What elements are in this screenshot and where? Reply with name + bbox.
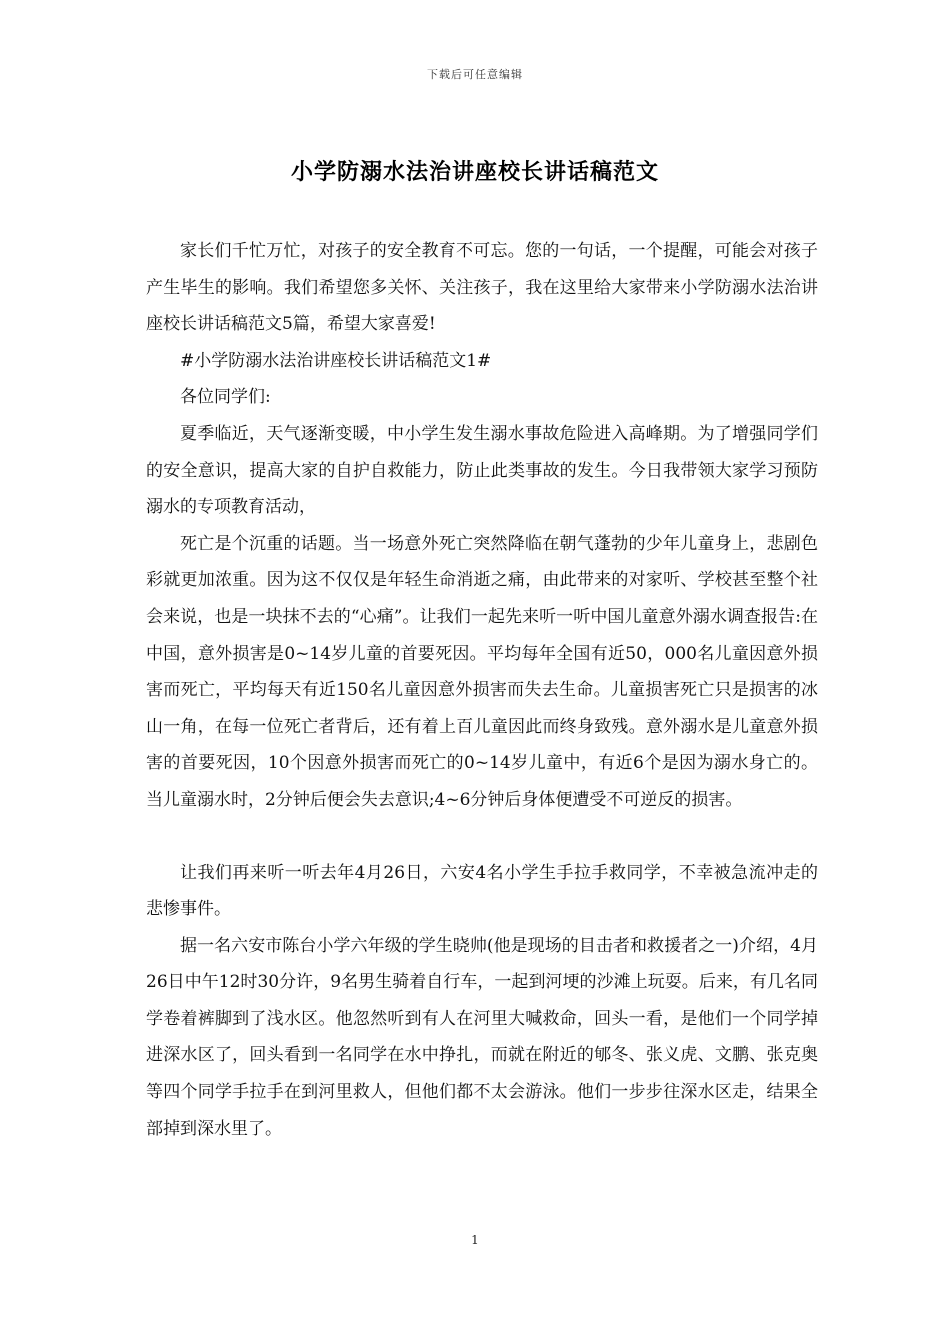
paragraph-intro: 家长们千忙万忙，对孩子的安全教育不可忘。您的一句话，一个提醒，可能会对孩子产生毕生的影响。我们希望您多关怀、关注孩子，我在这里给大家带来小学防溺水法治讲座校长讲话稿范文5篇，希望大家喜爱! [146,241,818,335]
paragraph-summer: 夏季临近，天气逐渐变暖，中小学生发生溺水事故危险进入高峰期。为了增强同学们的安全意识，提高大家的自护自救能力，防止此类事故的发生。今日我带领大家学习预防溺水的专项教育活动， [146,423,818,518]
paragraph-event-intro: 让我们再来听一听去年4月26日，六安4名小学生手拉手救同学，不幸被急流冲走的悲惨事件。 [146,862,818,920]
paragraph-event-detail: 据一名六安市陈台小学六年级的学生晓帅(他是现场的目击者和救援者之一)介绍，4月26日中午12时30分许，9名男生骑着自行车，一起到河埂的沙滩上玩耍。后来，有几名同学卷着裤脚到了浅水区。他忽然听到有人在河里大喊救命，回头一看，是他们一个同学掉进深水区了，回头看到一名同学在水中挣扎，而就在附近的郇冬、张义虎、文鹏、张克奥等四个同学手拉手在到河里救人，但他们都不太会游泳。他们一步步往深水区走，结果全部掉到深水里了。 [146,935,818,1139]
paragraph-section-heading: #小学防溺水法治讲座校长讲话稿范文1# [180,350,492,371]
page-header: 下载后可任意编辑 [427,68,523,81]
document-body [146,233,818,1147]
page-number: 1 [471,1233,479,1247]
paragraph-salutation: 各位同学们: [180,387,271,408]
paragraph-death-report: 死亡是个沉重的话题。当一场意外死亡突然降临在朝气蓬勃的少年儿童身上，悲剧色彩就更加浓重。因为这不仅仅是年轻生命消逝之痛，由此带来的对家听、学校甚至整个社会来说，也是一块抹不去的“心痛”。让我们一起先来听一听中国儿童意外溺水调查报告:在中国，意外损害是0~14岁儿童的首要死因。平均每年全国有近50，000名儿童因意外损害而死亡，平均每天有近150名儿童因意外损害而失去生命。儿童损害死亡只是损害的冰山一角，在每一位死亡者背后，还有着上百儿童因此而终身致残。意外溺水是儿童意外损害的首要死因，10个因意外损害而死亡的0~14岁儿童中，有近6个是因为溺水身亡的。当儿童溺水时，2分钟后便会失去意识;4~6分钟后身体便遭受不可逆反的损害。 [146,533,818,810]
document-title: 小学防溺水法治讲座校长讲话稿范文 [290,159,659,185]
